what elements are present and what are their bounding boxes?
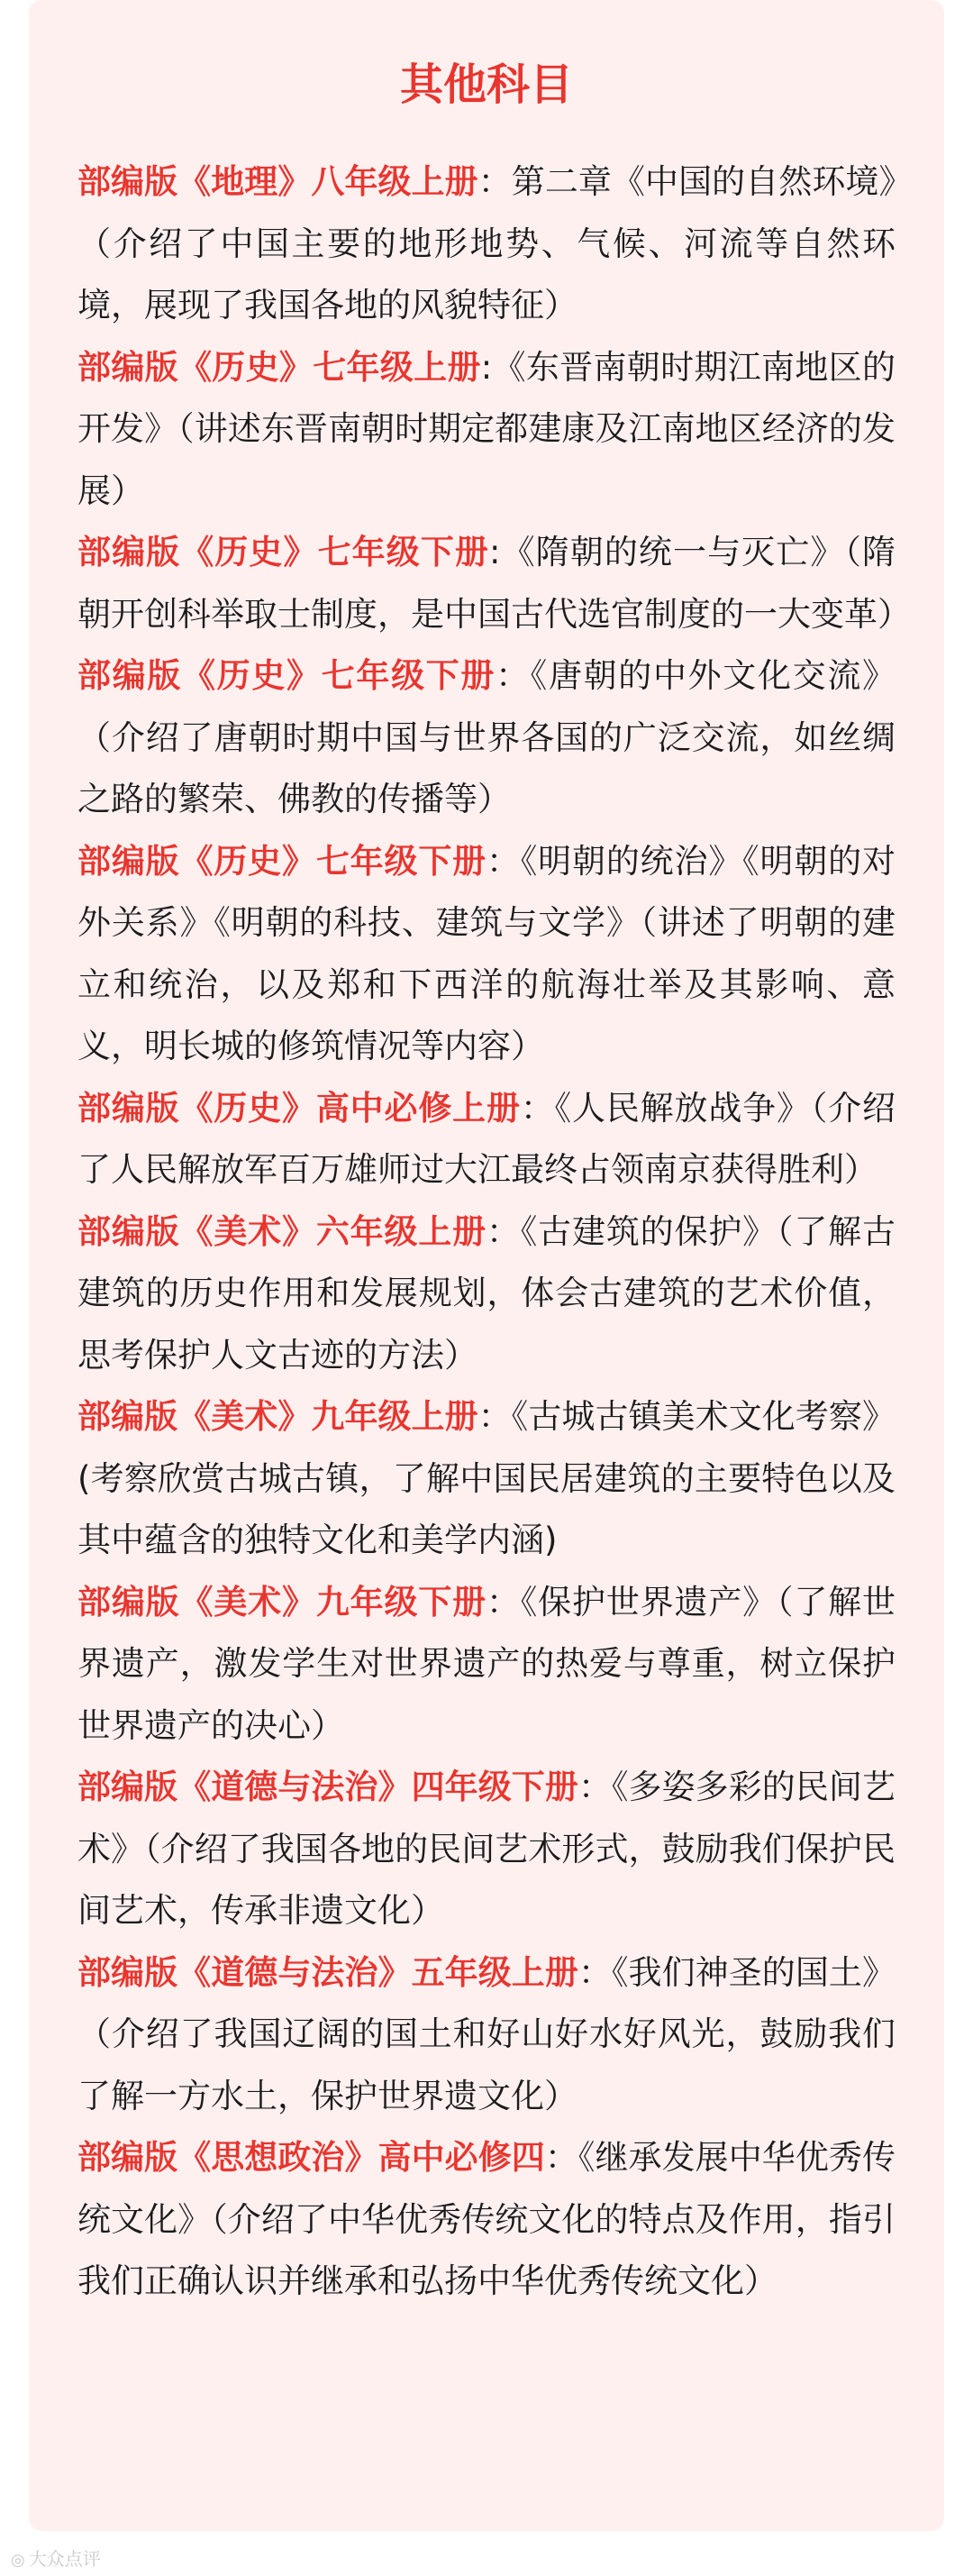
list-item <box>77 522 911 645</box>
entry-text: ：《多姿多彩的民间艺术》（介绍了我国各地的民间艺术形式，鼓励我们保护民间艺术，传承非遗文化） <box>77 1768 896 1930</box>
entry-text: :《东晋南朝时期江南地区的开发》（讲述东晋南朝时期定都建康及江南地区经济的发展） <box>77 347 896 510</box>
list-item <box>77 831 896 1078</box>
list-item <box>77 1386 896 1572</box>
entry-heading: 部编版《历史》高中必修上册 <box>77 1088 521 1128</box>
entry-text: :《隋朝的统一与灭亡》（隋朝开创科举取士制度，是中国古代选官制度的一大变革） <box>77 533 911 634</box>
watermark <box>11 2547 101 2572</box>
entry-heading: 部编版《道德与法治》五年级上册 <box>77 1952 578 1992</box>
entry-text: ：《古建筑的保护》（了解古建筑的历史作用和发展规划，体会古建筑的艺术价值，思考保护人文古迹的方法） <box>77 1211 896 1375</box>
list-item <box>77 2127 896 2313</box>
watermark-text: 大众点评 <box>28 2548 101 2570</box>
list-item <box>77 1942 896 2128</box>
list-item <box>77 337 896 523</box>
entry-heading: 部编版《历史》七年级下册 <box>77 533 490 571</box>
list-item <box>77 1078 896 1201</box>
entry-text: ：《我们神圣的国土》（介绍了我国辽阔的国土和好山好水好风光，鼓励我们了解一方水土，保护世界遗文化） <box>77 1952 896 2115</box>
list-item <box>77 1572 896 1758</box>
entry-heading: 部编版《美术》六年级上册 <box>77 1211 486 1251</box>
entry-text: ：《唐朝的中外文化交流》（介绍了唐朝时期中国与世界各国的广泛交流，如丝绸之路的繁荣、佛教的传播等） <box>77 656 896 818</box>
entry-text: ：《保护世界遗产》（了解世界遗产，激发学生对世界遗产的热爱与尊重，树立保护世界遗产的决心） <box>77 1582 896 1745</box>
entry-heading: 部编版《历史》七年级下册 <box>77 656 496 695</box>
entry-text: ：《明朝的统治》《明朝的对外关系》《明朝的科技、建筑与文学》（讲述了明朝的建立和统治，以及郑和下西洋的航海壮举及其影响、意义，明长城的修筑情况等内容） <box>77 841 896 1065</box>
entry-text: ：《人民解放战争》（介绍了人民解放军百万雄师过大江最终占领南京获得胜利） <box>77 1088 896 1189</box>
entry-heading: 部编版《道德与法治》四年级下册 <box>77 1768 578 1806</box>
entry-heading: 部编版《地理》八年级上册 <box>77 162 478 201</box>
entry-heading: 部编版《美术》九年级上册 <box>77 1397 478 1436</box>
entry-text: ：《继承发展中华优秀传统文化》（介绍了中华优秀传统文化的特点及作用，指引我们正确认识并继承和弘扬中华优秀传统文化） <box>77 2138 896 2300</box>
list-item <box>77 1201 896 1387</box>
entry-text: ：第二章《中国的自然环境》（介绍了中国主要的地形地势、气候、河流等自然环境，展现了我国各地的风貌特征） <box>77 162 896 324</box>
page-title: 其他科目 <box>399 59 573 110</box>
list-item <box>77 151 896 337</box>
camera-logo-icon: ◎ <box>11 2551 25 2570</box>
entry-text: ：《古城古镇美术文化考察》(考察欣赏古城古镇，了解中国民居建筑的主要特色以及其中蕴含的独特文化和美学内涵) <box>77 1397 896 1559</box>
entry-heading: 部编版《历史》七年级上册 <box>77 347 481 387</box>
entry-heading: 部编版《思想政治》高中必修四 <box>77 2138 545 2177</box>
content-card <box>29 0 944 2531</box>
entry-heading: 部编版《美术》九年级下册 <box>77 1582 486 1621</box>
list-item <box>77 1757 896 1942</box>
entry-heading: 部编版《历史》七年级下册 <box>77 841 486 881</box>
list-item <box>77 645 896 831</box>
